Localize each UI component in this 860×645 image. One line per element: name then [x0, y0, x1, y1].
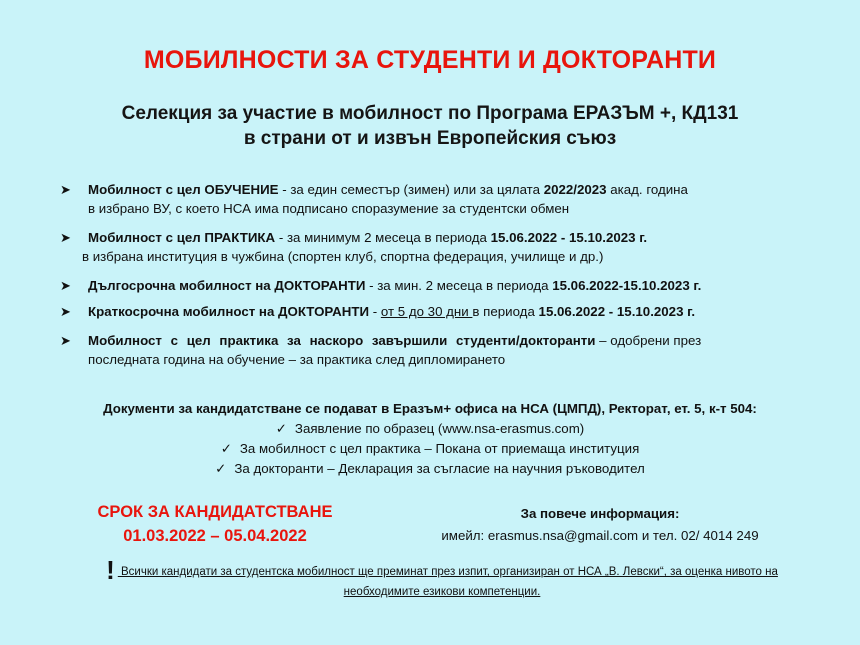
- list-item: [60, 302, 840, 321]
- bullet-lead: Мобилност с цел ПРАКТИКА: [88, 230, 276, 245]
- checkmark-icon: ✓: [220, 441, 232, 456]
- bullet-line-2: последната година на обучение – за практика след дипломирането: [88, 352, 506, 367]
- deadline-dates: 01.03.2022 – 05.04.2022: [123, 527, 307, 545]
- bullet-line-2: в избрано ВУ, с което НСА има подписано споразумение за студентски обмен: [88, 201, 570, 216]
- arrow-bullet-icon: ➤: [60, 278, 71, 293]
- info-heading: За повече информация:: [520, 506, 680, 521]
- bullet-text: в периода: [472, 304, 539, 319]
- checkmark-icon: ✓: [275, 421, 287, 436]
- documents-section: [0, 399, 860, 479]
- bullet-lead: Дългосрочна мобилност на ДОКТОРАНТИ: [88, 278, 366, 293]
- bullet-lead: Мобилност с цел ОБУЧЕНИЕ: [88, 182, 279, 197]
- document-item: За докторанти – Декларация за съгласие на научния ръководител: [234, 461, 645, 476]
- checkmark-icon: ✓: [215, 461, 227, 476]
- bullet-text: – одобрени през: [595, 333, 702, 348]
- bullet-text: - за мин. 2 месеца в периода: [365, 278, 553, 293]
- note-line-1: Всички кандидати за студентска мобилност ще преминат през изпит, организиран от НСА „В. Левски“, за оценка нивото на: [117, 566, 778, 578]
- note-line-2: необходимите езикови компетенции.: [343, 586, 541, 598]
- bullet-text: - за един семестър (зимен) или за цялата: [278, 182, 544, 197]
- bullet-text: акад. година: [606, 182, 688, 197]
- bullet-bold: 15.06.2022 - 15.10.2023 г.: [538, 304, 696, 319]
- subtitle-line-1: Селекция за участие в мобилност по Програма ЕРАЗЪМ +, КД131: [121, 103, 739, 124]
- deadline-label: СРОК ЗА КАНДИДАТСТВАНЕ: [97, 503, 333, 521]
- bullet-bold: 15.06.2022-15.10.2023 г.: [552, 278, 702, 293]
- list-item: [0, 419, 860, 439]
- list-item: [60, 228, 840, 266]
- bullet-text: -: [369, 304, 381, 319]
- list-item: [0, 459, 860, 479]
- bullet-underlined: от 5 до 30 дни: [380, 304, 473, 319]
- document-item: Заявление по образец (www.nsa-erasmus.com): [294, 421, 585, 436]
- arrow-bullet-icon: ➤: [60, 230, 71, 245]
- documents-heading: Документи за кандидатстване се подават в Еразъм+ офиса на НСА (ЦМПД), Ректорат, ет. 5, к-т 504:: [103, 401, 757, 416]
- document-item: За мобилност с цел практика – Покана от приемаща институция: [239, 441, 640, 456]
- bullet-bold: 15.06.2022 - 15.10.2023 г.: [490, 230, 648, 245]
- subtitle-line-2: в страни от и извън Европейския съюз: [243, 128, 617, 149]
- bullet-bold: 2022/2023: [543, 182, 607, 197]
- bullet-lead: Мобилност с цел практика за наскоро завършили студенти/докторанти: [88, 333, 596, 348]
- page-title: МОБИЛНОСТИ ЗА СТУДЕНТИ И ДОКТОРАНТИ: [143, 46, 717, 74]
- contact-line: имейл: erasmus.nsa@gmail.com и тел. 02/ 4014 249: [441, 528, 759, 543]
- arrow-bullet-icon: ➤: [60, 182, 71, 197]
- deadline-block: [80, 500, 350, 548]
- exclamation-icon: !: [106, 555, 115, 585]
- bullet-line-2: в избрана институция в чужбина (спортен клуб, спортна федерация, училище и др.): [82, 249, 604, 264]
- contact-info: [400, 503, 800, 547]
- arrow-bullet-icon: ➤: [60, 333, 71, 348]
- list-item: [60, 331, 840, 369]
- bullet-text: - за минимум 2 месеца в периода: [275, 230, 491, 245]
- bullet-lead: Краткосрочна мобилност на ДОКТОРАНТИ: [88, 304, 370, 319]
- subtitle: [0, 101, 860, 151]
- list-item: [60, 180, 840, 218]
- arrow-bullet-icon: ➤: [60, 304, 71, 319]
- list-item: [0, 439, 860, 459]
- list-item: [60, 276, 840, 295]
- exam-note: [52, 555, 832, 602]
